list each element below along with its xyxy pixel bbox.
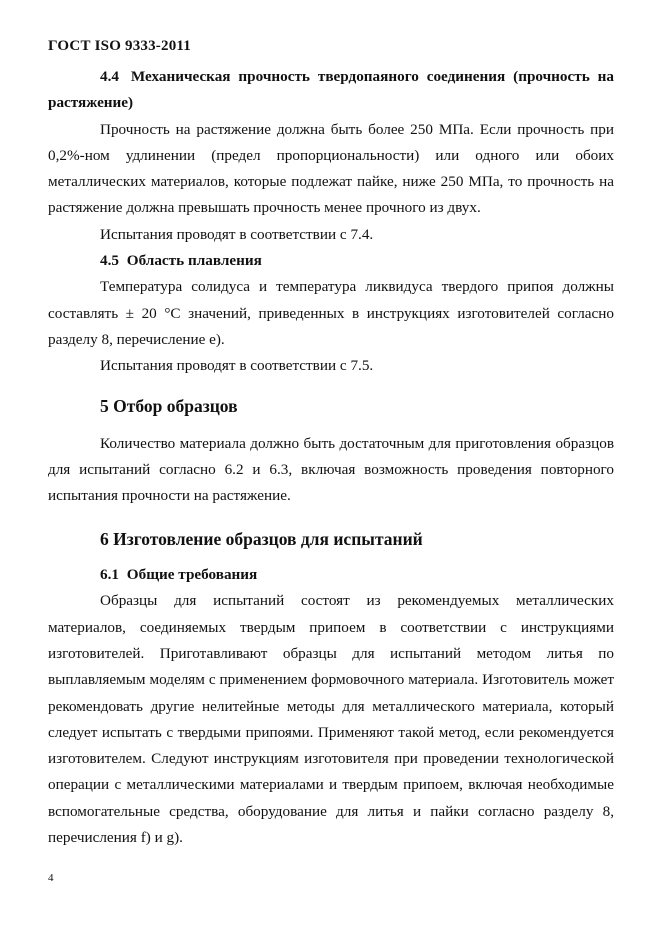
clause-4-5-heading (48, 248, 614, 274)
clause-6-1-number: 6.1 (100, 566, 119, 584)
clause-4-4-paragraph-2: Испытания проводят в соответствии с 7.4. (100, 225, 374, 243)
clause-4-4-paragraph-1: Прочность на растяжение должна быть более 250 МПа. Если прочность при 0,2%-ном удлинении (предел пропорциональности) или одного или обоих металлических материалов, которые подлежат пайке, ниже 250 МПа, то прочность на растяжение должна превышать прочность менее прочного из двух. (48, 120, 614, 217)
page-content (48, 64, 614, 851)
section-5-heading (48, 393, 614, 419)
clause-4-5-paragraph-1: Температура солидуса и температура ликвидуса твердого припоя должны составлять ± 20 °C значений, приведенных в инструкциях изготовителей согласно разделу 8, перечисление е). (48, 278, 614, 348)
page-number: 4 (48, 872, 54, 884)
section-6-title: Изготовление образцов для испытаний (113, 528, 423, 549)
section-6-heading (48, 526, 614, 552)
clause-6-1-paragraph-1: Образцы для испытаний состоят из рекомендуемых металлических материалов, соединяемых твердым припоем в соответствии с инструкциями изготовителей. Приготавливают образцы для испытаний методом литья по выплавляемым моделям с применением формовочного материала. Изготовитель может рекомендовать другие нелитейные методы для металлического материала, который следует испытать с твердыми припоями. Применяют такой метод, если рекомендуется изготовителем. Следуют инструкциям изготовителя при проведении технологической операции с металлическими материалами и твердым припоем, включая необходимые вспомогательные средства, оборудование для литья и пайки согласно разделу 8, перечисления f) и g). (48, 592, 614, 847)
clause-6-1-title: Общие требования (126, 566, 258, 584)
clause-4-4-title: Механическая прочность твердопаяного соединения (прочность на растяжение) (48, 68, 614, 112)
clause-4-5-title: Область плавления (126, 252, 262, 270)
clause-6-1-heading (48, 562, 614, 588)
clause-4-5-paragraph-2: Испытания проводят в соответствии с 7.5. (100, 357, 374, 375)
clause-4-5-number: 4.5 (100, 252, 119, 270)
section-5-title: Отбор образцов (113, 395, 238, 416)
section-5-paragraph-1: Количество материала должно быть достаточным для приготовления образцов для испытаний согласно 6.2 и 6.3, включая возможность проведения повторного испытания прочности на растяжение. (48, 434, 614, 505)
clause-4-4-number: 4.4 (100, 68, 119, 85)
section-5-number: 5 (100, 395, 109, 416)
section-6-number: 6 (100, 528, 109, 549)
clause-4-4-heading (48, 64, 614, 117)
document-code-header: ГОСТ ISO 9333-2011 (48, 38, 191, 54)
